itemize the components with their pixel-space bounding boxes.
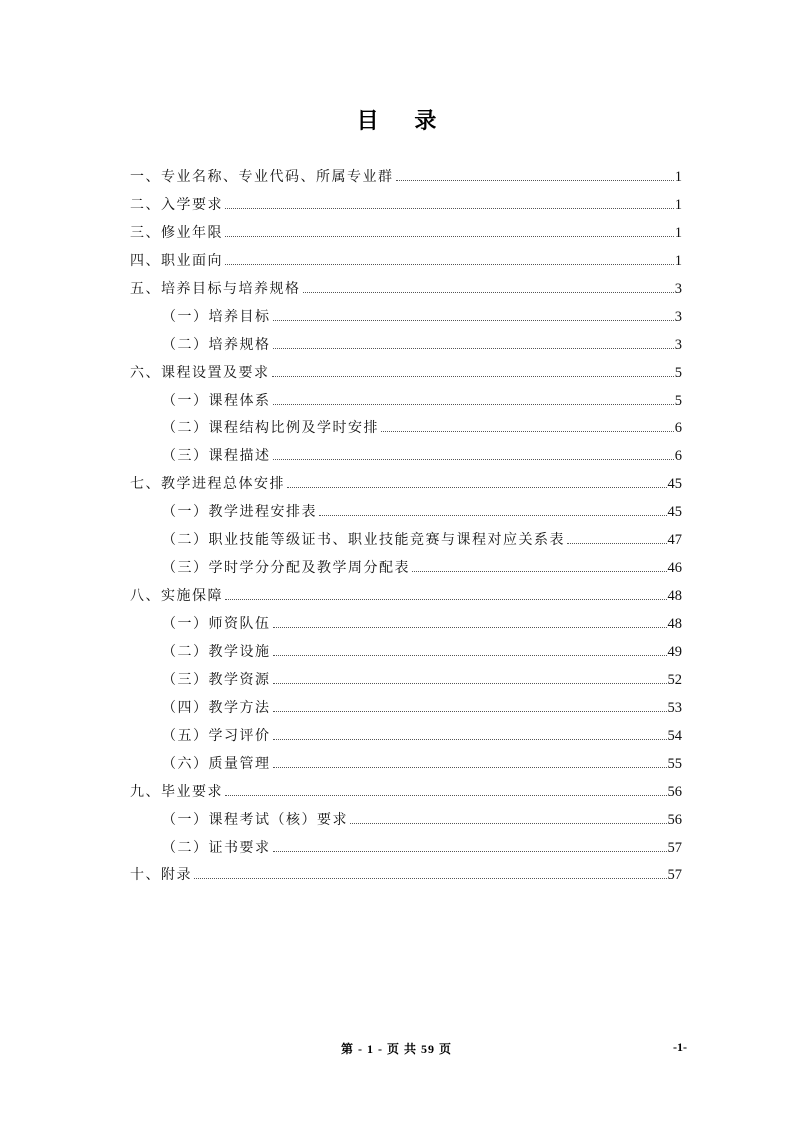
toc-entry-label: （二）证书要求 — [162, 839, 271, 856]
toc-entry[interactable] — [130, 334, 682, 362]
toc-entry-label: （四）教学方法 — [162, 699, 271, 716]
toc-entry-label: 十、附录 — [130, 867, 192, 884]
toc-entry-page-number: 1 — [674, 196, 682, 213]
toc-entry-page-number: 3 — [674, 308, 682, 325]
toc-entry-page-number: 6 — [674, 448, 682, 465]
toc-dot-leader — [273, 320, 674, 321]
toc-dot-leader — [287, 487, 667, 488]
toc-entry-label: （一）课程体系 — [162, 392, 271, 409]
toc-entry[interactable] — [130, 417, 682, 445]
toc-dot-leader — [273, 683, 667, 684]
toc-entry[interactable] — [130, 362, 682, 390]
toc-entry[interactable] — [130, 725, 682, 753]
toc-entry-page-number: 57 — [667, 839, 682, 856]
toc-dot-leader — [194, 878, 667, 879]
toc-entry-page-number: 56 — [667, 811, 682, 828]
toc-entry-label: （五）学习评价 — [162, 727, 271, 744]
toc-dot-leader — [273, 851, 667, 852]
toc-entry[interactable] — [130, 837, 682, 865]
toc-entry-page-number: 48 — [667, 616, 682, 632]
toc-entry[interactable] — [130, 641, 682, 669]
toc-dot-leader — [412, 571, 667, 572]
toc-entry-page-number: 52 — [667, 671, 682, 688]
toc-entry[interactable] — [130, 781, 682, 809]
toc-entry[interactable] — [130, 250, 682, 278]
toc-entry-label: 一、专业名称、专业代码、所属专业群 — [130, 169, 394, 185]
toc-dot-leader — [273, 627, 667, 628]
toc-entry[interactable] — [130, 166, 682, 194]
toc-entry-label: 六、课程设置及要求 — [130, 364, 270, 381]
toc-entry-page-number: 3 — [674, 280, 682, 297]
toc-entry-page-number: 6 — [674, 420, 682, 437]
toc-entry-page-number: 1 — [674, 224, 682, 241]
toc-entry-label: （一）课程考试（核）要求 — [162, 811, 348, 828]
toc-entry-page-number: 54 — [667, 727, 682, 744]
toc-entry-label: （三）学时学分分配及教学周分配表 — [162, 560, 410, 577]
toc-entry-label: 七、教学进程总体安排 — [130, 476, 285, 493]
toc-entry-page-number: 45 — [667, 476, 682, 493]
toc-entry[interactable] — [130, 753, 682, 781]
toc-entry-page-number: 3 — [674, 336, 682, 353]
toc-entry[interactable] — [130, 390, 682, 418]
toc-entry-page-number: 46 — [667, 560, 682, 577]
toc-dot-leader — [381, 431, 674, 432]
toc-dot-leader — [567, 543, 667, 544]
toc-entry-label: 九、毕业要求 — [130, 783, 223, 800]
toc-dot-leader — [225, 795, 667, 796]
toc-dot-leader — [273, 767, 667, 768]
toc-entry[interactable] — [130, 864, 682, 892]
toc-dot-leader — [225, 236, 674, 237]
toc-entry-page-number: 49 — [667, 643, 682, 660]
toc-entry-label: （一）教学进程安排表 — [162, 504, 317, 521]
toc-entry[interactable] — [130, 557, 682, 585]
toc-dot-leader — [319, 515, 667, 516]
toc-entry-label: 三、修业年限 — [130, 224, 223, 241]
toc-entry-page-number: 56 — [667, 783, 682, 800]
toc-entry[interactable] — [130, 306, 682, 334]
toc-dot-leader — [273, 739, 667, 740]
toc-entry-page-number: 1 — [674, 169, 682, 185]
toc-entry[interactable] — [130, 445, 682, 473]
toc-dot-leader — [273, 348, 674, 349]
toc-entry-page-number: 57 — [667, 867, 682, 884]
toc-entry-page-number: 55 — [667, 755, 682, 772]
toc-entry-page-number: 47 — [667, 532, 682, 549]
toc-entry-label: （六）质量管理 — [162, 755, 271, 772]
toc-entry-label: （二）培养规格 — [162, 336, 271, 353]
toc-entry-label: （三）教学资源 — [162, 671, 271, 688]
toc-entry[interactable] — [130, 222, 682, 250]
toc-entry[interactable] — [130, 473, 682, 501]
table-of-contents — [130, 166, 682, 892]
toc-entry[interactable] — [130, 529, 682, 557]
toc-entry-label: 五、培养目标与培养规格 — [130, 280, 301, 297]
toc-entry[interactable] — [130, 501, 682, 529]
toc-entry-page-number: 53 — [667, 699, 682, 716]
toc-entry[interactable] — [130, 613, 682, 641]
toc-dot-leader — [350, 823, 667, 824]
toc-dot-leader — [225, 208, 674, 209]
toc-entry[interactable] — [130, 669, 682, 697]
toc-entry-label: 四、职业面向 — [130, 252, 223, 269]
page-number-footer: -1- — [673, 1040, 687, 1054]
toc-dot-leader — [396, 180, 674, 181]
toc-entry-label: （一）师资队伍 — [162, 616, 271, 632]
toc-entry-label: （一）培养目标 — [162, 308, 271, 325]
page-title: 目 录 — [356, 109, 451, 134]
toc-dot-leader — [272, 376, 674, 377]
toc-entry[interactable] — [130, 278, 682, 306]
toc-dot-leader — [303, 292, 674, 293]
toc-dot-leader — [225, 599, 667, 600]
toc-entry-page-number: 45 — [667, 504, 682, 521]
toc-entry[interactable] — [130, 194, 682, 222]
toc-entry-page-number: 5 — [674, 392, 682, 409]
toc-entry-label: （二）教学设施 — [162, 643, 271, 660]
toc-entry-label: （二）课程结构比例及学时安排 — [162, 420, 379, 437]
toc-entry-page-number: 1 — [674, 252, 682, 269]
toc-dot-leader — [273, 655, 667, 656]
toc-dot-leader — [273, 404, 674, 405]
toc-dot-leader — [273, 459, 674, 460]
toc-dot-leader — [225, 264, 674, 265]
toc-entry[interactable] — [130, 809, 682, 837]
toc-entry-page-number: 48 — [667, 588, 682, 605]
toc-entry[interactable] — [130, 585, 682, 613]
toc-entry-label: （二）职业技能等级证书、职业技能竞赛与课程对应关系表 — [162, 532, 565, 549]
toc-entry-label: 二、入学要求 — [130, 196, 223, 213]
toc-entry-label: 八、实施保障 — [130, 588, 223, 605]
page-count-footer: 第 - 1 - 页 共 59 页 — [341, 1042, 452, 1056]
toc-entry[interactable] — [130, 697, 682, 725]
toc-dot-leader — [273, 711, 667, 712]
toc-entry-page-number: 5 — [674, 364, 682, 381]
toc-entry-label: （三）课程描述 — [162, 448, 271, 465]
